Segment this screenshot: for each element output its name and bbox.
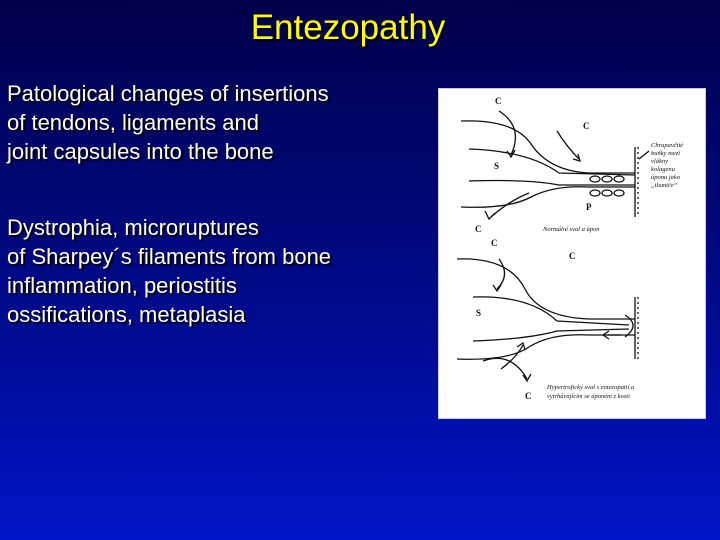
side-note-line: Chrupavčité bbox=[651, 142, 684, 149]
upper-muscle-drawing bbox=[461, 111, 649, 219]
caption-normal: Normální sval a úpon bbox=[543, 226, 600, 233]
label-c: C bbox=[491, 238, 498, 248]
label-p: P bbox=[586, 202, 592, 212]
text-line: of tendons, ligaments and bbox=[7, 110, 259, 135]
slide-title: Entezopathy bbox=[250, 8, 446, 47]
label-s: S bbox=[494, 161, 500, 171]
caption-hypertrophic: vytrhávajícím se úponem z kosti bbox=[547, 393, 630, 400]
lower-muscle-drawing bbox=[457, 259, 638, 381]
caption-hypertrophic: Hypertrofický sval s entezopatií a bbox=[547, 384, 635, 391]
label-c: C bbox=[569, 251, 576, 261]
text-line: inflammation, periostitis bbox=[7, 273, 237, 298]
text-line: Dystrophia, microruptures bbox=[7, 215, 259, 240]
side-note-line: vlákny bbox=[651, 158, 668, 165]
label-c: C bbox=[583, 121, 590, 131]
text-line: Patological changes of insertions bbox=[7, 81, 329, 106]
side-note-line: úponu jako bbox=[651, 174, 681, 181]
text-line: joint capsules into the bone bbox=[7, 139, 274, 164]
text-line: of Sharpey´s filaments from bone bbox=[7, 244, 332, 269]
side-note-line: „tlumiče“ bbox=[651, 182, 678, 189]
side-note-line: kolagenu bbox=[651, 166, 675, 173]
tendon-insertion-diagram bbox=[438, 88, 706, 419]
label-s: S bbox=[476, 308, 482, 318]
text-line: ossifications, metaplasia bbox=[7, 302, 246, 327]
label-c: C bbox=[495, 96, 502, 106]
text-block-definition bbox=[7, 79, 329, 166]
label-c: C bbox=[525, 391, 532, 401]
diagram-drawing bbox=[439, 89, 705, 418]
side-note-line: buňky mezi bbox=[651, 150, 681, 157]
label-c: C bbox=[475, 224, 482, 234]
text-block-symptoms bbox=[7, 213, 331, 329]
